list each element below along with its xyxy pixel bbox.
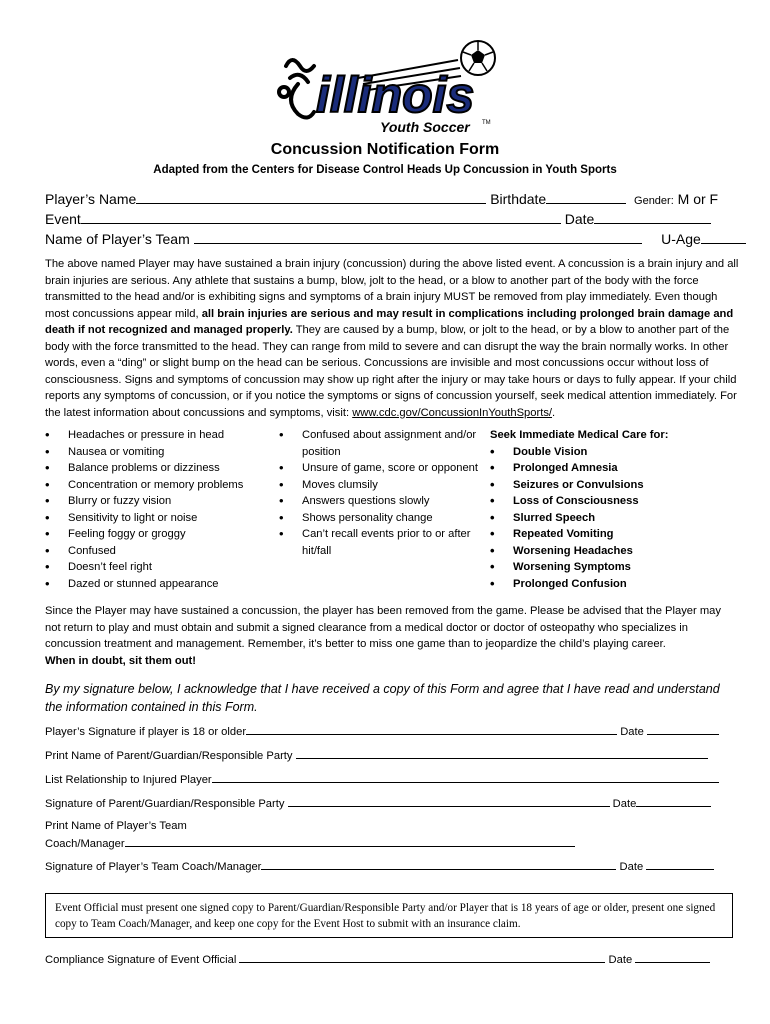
removal-slogan: When in doubt, sit them out!: [45, 654, 197, 667]
list-item: • Confused: [45, 543, 275, 560]
list-item: • Worsening Headaches: [490, 543, 730, 560]
player-figure-icon: [279, 60, 314, 118]
intro-text-end: They are caused by a bump, blow, or jolt to the head, or by a blow to another part of the body with the force transmitted to the head. They can range from mild to severe and can disrupt the way the brain normally works. In other words, even a “ding” or slight bump on the head can be serious. Concussions are invisible and most concussions occur without loss of consciousness. Signs and symptoms of concussion may show up right after the injury or may take hours or days to fully appear. If your child reports any symptoms of concussion, or if you notice the symptoms or signs of concussion yourself, seek medical attention immediately. For the latest information about concussions and symptoms, visit:: [45, 324, 737, 419]
date-field[interactable]: [635, 952, 710, 963]
print-parent-label: Print Name of Parent/Guardian/Responsible Party: [45, 750, 293, 762]
u-age-label: U-Age: [661, 231, 701, 247]
seek-care-heading: Seek Immediate Medical Care for:: [490, 429, 669, 441]
list-item: • Prolonged Amnesia: [490, 460, 730, 477]
coach-label: Coach/Manager: [45, 838, 125, 850]
list-item: • Doesn’t feel right: [45, 559, 275, 576]
event-field[interactable]: [81, 211, 561, 224]
relationship-field[interactable]: [212, 772, 719, 783]
u-age-field[interactable]: [701, 231, 746, 244]
player-signature-label: Player’s Signature if player is 18 or older: [45, 726, 247, 738]
list-item: • Slurred Speech: [490, 510, 730, 527]
date-field[interactable]: [646, 859, 714, 870]
list-item: • Loss of Consciousness: [490, 493, 730, 510]
trademark-mark: TM: [482, 120, 491, 126]
birthdate-label: Birthdate: [490, 191, 547, 207]
list-item: • Moves clumsily: [279, 477, 479, 494]
official-signature-label: Compliance Signature of Event Official: [45, 954, 237, 966]
acknowledgement-statement: By my signature below, I acknowledge that I have received a copy of this Form and agree that I have read and understand the information contained in this Form.: [45, 682, 720, 714]
player-name-label: Player’s Name: [45, 191, 137, 207]
symptoms-list-1: [45, 427, 275, 592]
seek-medical-care-list: [490, 427, 730, 592]
event-date-label: Date: [564, 211, 595, 227]
list-item: • Unsure of game, score or opponent: [279, 460, 479, 477]
parent-signature-field[interactable]: [288, 796, 610, 807]
removal-paragraph: [45, 603, 735, 669]
coach-field[interactable]: [125, 836, 575, 847]
team-row: [45, 231, 735, 247]
list-item: • Confused about assignment and/or position: [279, 427, 479, 460]
player-signature-field[interactable]: [246, 724, 617, 735]
print-parent-row: [45, 748, 708, 762]
coach-signature-row: [45, 859, 714, 873]
page-subtitle: Adapted from the Centers for Disease Control Heads Up Concussion in Youth Sports: [153, 164, 617, 176]
date-label: Date: [620, 726, 644, 738]
list-item: • Prolonged Confusion: [490, 576, 730, 593]
list-item: • Feeling foggy or groggy: [45, 526, 275, 543]
list-item: • Nausea or vomiting: [45, 444, 275, 461]
list-item: • Shows personality change: [279, 510, 479, 527]
list-item: • Repeated Vomiting: [490, 526, 730, 543]
date-label: Date: [608, 954, 633, 966]
logo-wordmark: illinois: [316, 67, 475, 123]
list-item: • Concentration or memory problems: [45, 477, 275, 494]
coach-signature-label: Signature of Player’s Team Coach/Manager: [45, 861, 262, 873]
gender-label: Gender:: [634, 195, 674, 207]
player-signature-row: [45, 724, 719, 738]
date-field[interactable]: [636, 796, 711, 807]
date-field[interactable]: [647, 724, 719, 735]
official-signature-row: [45, 952, 710, 966]
parent-signature-label: Signature of Parent/Guardian/Responsible Party: [45, 798, 285, 810]
parent-signature-row: [45, 796, 711, 810]
event-date-field[interactable]: [594, 211, 711, 224]
intro-bold-warning: all brain injuries are serious and may result in complications including prolonged brain damage and death if not recognized and managed properly.: [45, 307, 734, 336]
cdc-link[interactable]: www.cdc.gov/ConcussionInYouthSports/: [352, 406, 553, 419]
page-title: Concussion Notification Form: [270, 141, 500, 158]
team-name-label: Name of Player’s Team: [45, 231, 190, 247]
notice-text: Event Official must present one signed copy to Parent/Guardian/Responsible Party and/or Player that is 18 years of age or older, present one signed copy to Team Coach/Manager, and keep one copy for the Event Host to submit with an insurance claim.: [55, 902, 716, 930]
team-name-field[interactable]: [194, 231, 642, 244]
print-team-label: Print Name of Player’s Team: [45, 820, 187, 832]
list-item: • Headaches or pressure in head: [45, 427, 275, 444]
intro-text-start: The above named Player may have sustained a brain injury (concussion) during the above listed event. A concussion is a brain injury and all brain injuries are serious. Any athlete that sustains a bump, blow, jolt to the head, or a blow to another part of the body with the force transmitted to the head and/or is exhibiting signs and symptoms of a brain injury MUST be removed from play immediately. Even though most concussions appear mild,: [45, 258, 739, 320]
relationship-label: List Relationship to Injured Player: [45, 774, 212, 786]
birthdate-field[interactable]: [546, 191, 626, 204]
coach-signature-field[interactable]: [261, 859, 616, 870]
event-label: Event: [45, 211, 81, 227]
removal-text: Since the Player may have sustained a concussion, the player has been removed from the game. Please be advised that the Player may not return to play and must obtain and submit a signed clearance from a medical doctor or doctor of osteopathy who specializes in concussion treatment and management. Remember, it’s better to miss one game than to jeopardize the child’s playing career.: [45, 605, 721, 650]
illinois-youth-soccer-logo: [268, 38, 508, 138]
relationship-row: [45, 772, 719, 786]
intro-period: .: [552, 406, 556, 419]
list-item: • Can’t recall events prior to or after hit/fall: [279, 526, 479, 559]
list-item: • Answers questions slowly: [279, 493, 479, 510]
logo-subtitle: Youth Soccer: [380, 119, 470, 135]
date-label: Date: [612, 798, 637, 810]
player-info-row: [45, 191, 735, 207]
list-item: • Balance problems or dizziness: [45, 460, 275, 477]
list-item: • Blurry or fuzzy vision: [45, 493, 275, 510]
official-signature-field[interactable]: [239, 952, 605, 963]
list-item: • Seizures or Convulsions: [490, 477, 730, 494]
coach-row: [45, 836, 575, 850]
player-name-field[interactable]: [136, 191, 486, 204]
date-label: Date: [619, 861, 644, 873]
list-item: • Double Vision: [490, 444, 730, 461]
list-item: • Dazed or stunned appearance: [45, 576, 275, 593]
concussion-info-paragraph: [45, 256, 741, 421]
event-row: [45, 211, 735, 227]
list-item: • Worsening Symptoms: [490, 559, 730, 576]
print-parent-field[interactable]: [296, 748, 708, 759]
list-item: • Sensitivity to light or noise: [45, 510, 275, 527]
symptoms-list-2: [279, 427, 479, 559]
gender-options[interactable]: M or F: [677, 191, 719, 207]
